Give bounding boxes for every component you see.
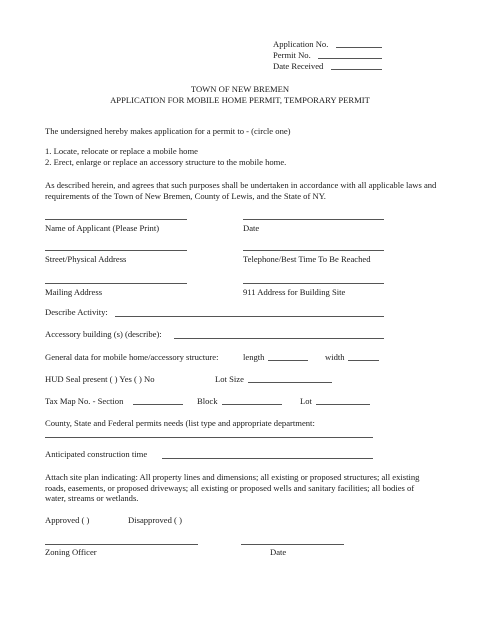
width-label: width [325, 352, 345, 362]
telephone-field[interactable] [243, 250, 384, 251]
zoning-officer-signature-field[interactable] [45, 544, 198, 545]
signature-date-field[interactable] [241, 544, 344, 545]
town-title: TOWN OF NEW BREMEN [190, 84, 290, 94]
street-address-label: Street/Physical Address [45, 254, 127, 264]
construction-time-field[interactable] [162, 458, 373, 459]
lot-size-field[interactable] [248, 382, 332, 383]
hud-seal-options[interactable]: HUD Seal present ( ) Yes ( ) No [45, 374, 155, 384]
tax-map-section-field[interactable] [133, 404, 183, 405]
site-plan-text: Attach site plan indicating: All property lines and dimensions; all existing or proposed structures; all existing roads, easements, or proposed driveways; all existing or proposed wells and sanitary facilities; all bodies of water, streams or wetlands. [45, 472, 420, 503]
length-field[interactable] [268, 360, 308, 361]
length-label: length [243, 352, 265, 362]
lot-field[interactable] [316, 404, 370, 405]
date-received-label: Date Received [273, 61, 324, 71]
mailing-address-field[interactable] [45, 283, 187, 284]
mailing-address-label: Mailing Address [45, 287, 103, 297]
general-data-label: General data for mobile home/accessory structure: [45, 352, 219, 362]
construction-time-label: Anticipated construction time [45, 449, 148, 459]
block-field[interactable] [222, 404, 282, 405]
accessory-building-field[interactable] [174, 338, 384, 339]
name-field[interactable] [45, 219, 187, 220]
intro-text: The undersigned hereby makes application for a permit to - (circle one) [45, 126, 291, 136]
tax-map-section-label: Tax Map No. - Section [45, 396, 124, 406]
option-2[interactable]: 2. Erect, enlarge or replace an accessory structure to the mobile home. [45, 157, 287, 167]
permits-needs-field[interactable] [45, 437, 373, 438]
name-of-applicant-label: Name of Applicant (Please Print) [45, 223, 160, 233]
date-received-field[interactable] [331, 69, 382, 70]
accessory-building-label: Accessory building (s) (describe): [45, 329, 162, 339]
approved-checkbox[interactable]: Approved ( ) [45, 515, 90, 525]
block-label: Block [197, 396, 218, 406]
describe-activity-label: Describe Activity: [45, 307, 108, 317]
width-field[interactable] [348, 360, 379, 361]
telephone-label: Telephone/Best Time To Be Reached [243, 254, 371, 264]
address-911-label: 911 Address for Building Site [243, 287, 346, 297]
form-title: APPLICATION FOR MOBILE HOME PERMIT, TEMPORARY PERMIT [110, 95, 370, 105]
date-field[interactable] [243, 219, 384, 220]
signature-date-label: Date [270, 547, 287, 557]
lot-label: Lot [300, 396, 312, 406]
permit-no-label: Permit No. [273, 50, 311, 60]
permits-needs-label: County, State and Federal permits needs (list type and appropriate department: [45, 418, 315, 428]
address-911-field[interactable] [243, 283, 384, 284]
disapproved-checkbox[interactable]: Disapproved ( ) [128, 515, 182, 525]
zoning-officer-label: Zoning Officer [45, 547, 97, 557]
describe-activity-field[interactable] [115, 316, 384, 317]
permit-no-field[interactable] [318, 58, 382, 59]
application-no-field[interactable] [336, 47, 382, 48]
agreement-text: As described herein, and agrees that such purposes shall be undertaken in accordance with all applicable laws and requirements of the Town of New Bremen, County of Lewis, and the State of NY. [45, 180, 437, 201]
option-1[interactable]: 1. Locate, relocate or replace a mobile home [45, 146, 198, 156]
application-no-label: Application No. [273, 39, 329, 49]
street-address-field[interactable] [45, 250, 187, 251]
lot-size-label: Lot Size [215, 374, 244, 384]
date-label: Date [243, 223, 260, 233]
